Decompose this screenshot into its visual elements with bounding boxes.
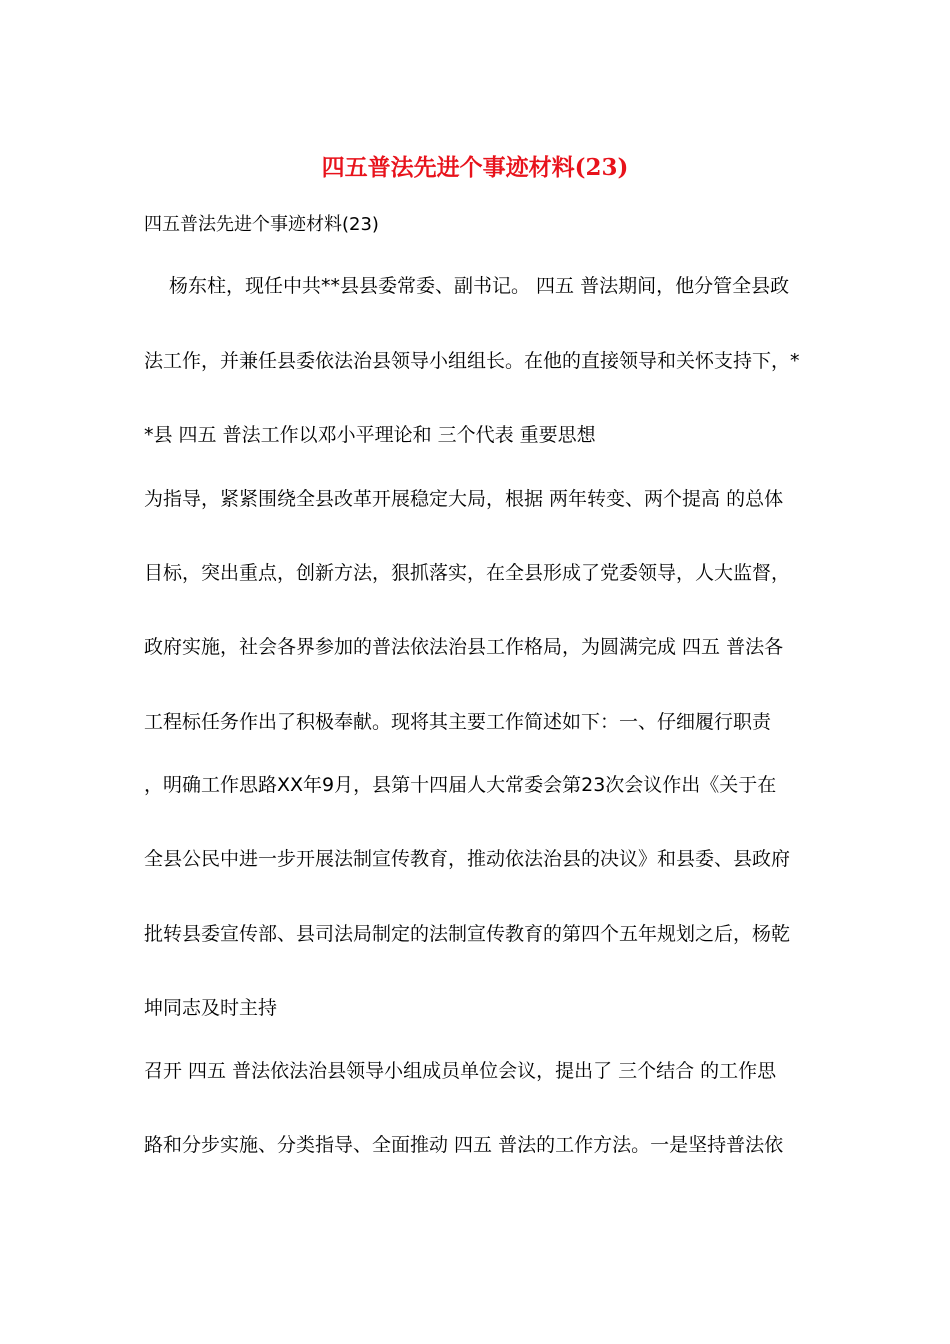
body-line-6: 政府实施，社会各界参加的普法依法治县工作格局，为圆满完成 四五 普法各 xyxy=(144,636,784,658)
body-line-11: 坤同志及时主持 xyxy=(144,997,278,1019)
body-line-12: 召开 四五 普法依法治县领导小组成员单位会议，提出了 三个结合 的工作思 xyxy=(144,1060,777,1082)
body-line-9: 全县公民中进一步开展法制宣传教育，推动依法治县的决议》和县委、县政府 xyxy=(144,848,791,870)
body-line-4: 为指导，紧紧围绕全县改革开展稳定大局，根据 两年转变、两个提高 的总体 xyxy=(144,488,784,510)
body-line-1: 杨东柱，现任中共**县县委常委、副书记。 四五 普法期间，他分管全县政 xyxy=(150,275,790,297)
body-line-13: 路和分步实施、分类指导、全面推动 四五 普法的工作方法。一是坚持普法依 xyxy=(144,1134,784,1156)
body-line-5: 目标，突出重点，创新方法，狠抓落实，在全县形成了党委领导，人大监督， xyxy=(144,562,791,584)
body-line-2: 法工作，并兼任县委依法治县领导小组组长。在他的直接领导和关怀支持下，* xyxy=(144,350,800,372)
body-line-3: *县 四五 普法工作以邓小平理论和 三个代表 重要思想 xyxy=(144,424,596,446)
body-line-7: 工程标任务作出了积极奉献。现将其主要工作简述如下：一、仔细履行职责 xyxy=(144,711,772,733)
body-line-10: 批转县委宣传部、县司法局制定的法制宣传教育的第四个五年规划之后，杨乾 xyxy=(144,923,791,945)
document-subtitle: 四五普法先进个事迹材料(23) xyxy=(144,214,379,235)
body-line-8: ，明确工作思路XX年9月，县第十四届人大常委会第23次会议作出《关于在 xyxy=(144,774,777,796)
document-title: 四五普法先进个事迹材料(23) xyxy=(321,154,629,181)
